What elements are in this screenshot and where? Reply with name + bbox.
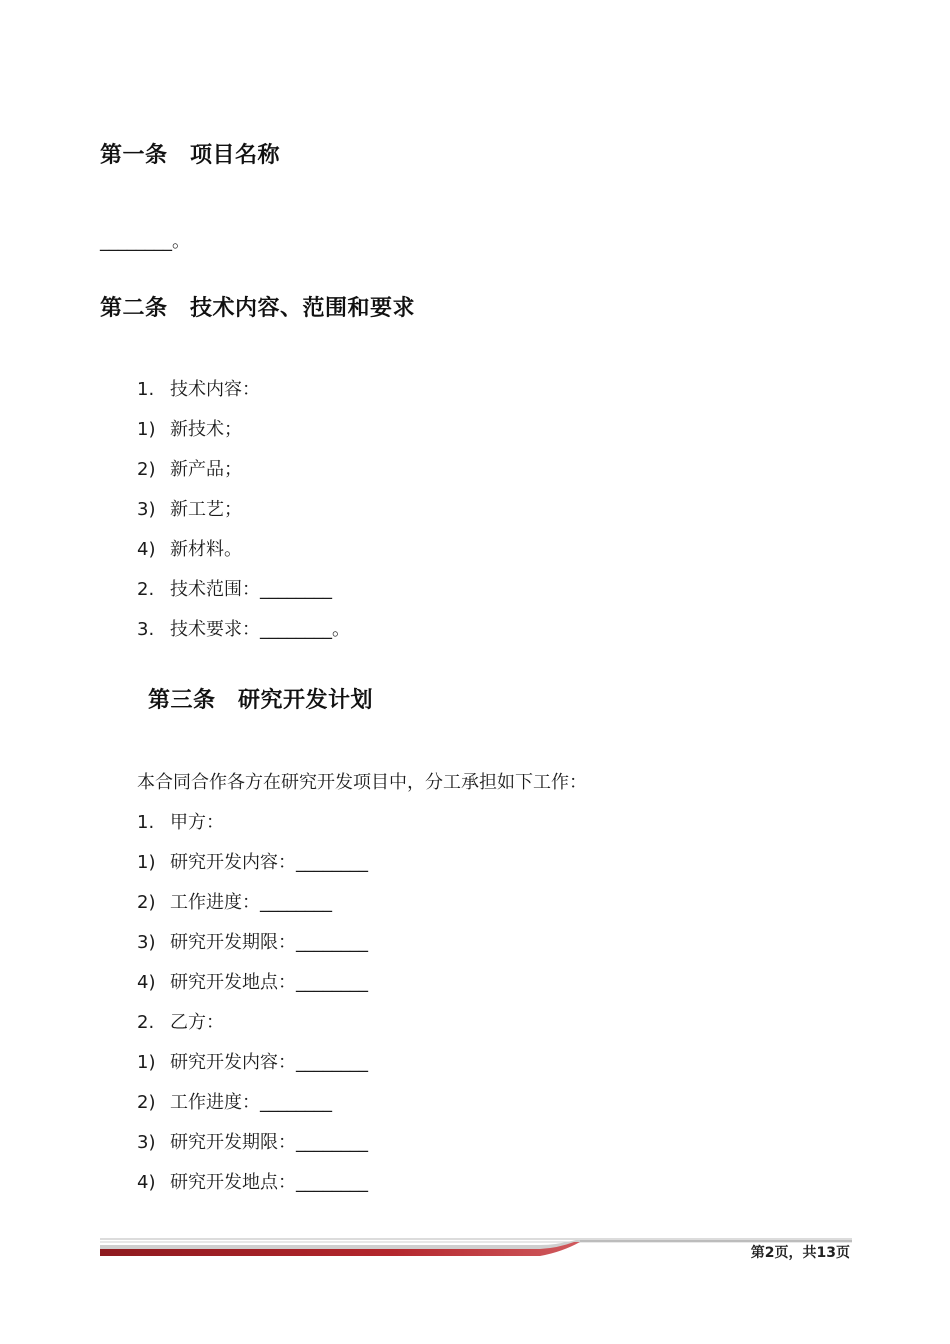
list-item-number: 1) <box>137 1052 156 1073</box>
list-item-text: 技术内容： <box>170 379 260 400</box>
list-item-text: 技术范围：________ <box>170 579 332 600</box>
list-item-number: 3) <box>137 932 156 953</box>
list-item-text: 新工艺； <box>170 499 242 520</box>
list-item-text: 研究开发地点：________ <box>170 1172 368 1193</box>
list-item-text: 甲方： <box>170 812 224 833</box>
list-item-text: 工作进度：________ <box>170 1092 332 1113</box>
list-item-number: 1. <box>137 812 155 833</box>
article1-body: ________。 <box>100 231 190 252</box>
list-item-text: 技术要求：________。 <box>170 619 350 640</box>
list-item-text: 乙方： <box>170 1012 224 1033</box>
list-item-text: 研究开发期限：________ <box>170 1132 368 1153</box>
list-item-text: 研究开发期限：________ <box>170 932 368 953</box>
list-item-number: 2) <box>137 892 156 913</box>
page-number: 第2页，共13页 <box>750 1245 850 1261</box>
list-item-text: 工作进度：________ <box>170 892 332 913</box>
article3-title: 第三条 研究开发计划 <box>148 688 374 713</box>
list-item-number: 2. <box>137 579 155 600</box>
list-item-text: 研究开发地点：________ <box>170 972 368 993</box>
list-item-number: 3) <box>137 1132 156 1153</box>
list-item-number: 2) <box>137 459 156 480</box>
article1-title: 第一条 项目名称 <box>100 143 281 168</box>
list-item-number: 1) <box>137 419 156 440</box>
list-item-text: 新技术； <box>170 419 242 440</box>
list-item-number: 3) <box>137 499 156 520</box>
list-item-number: 1) <box>137 852 156 873</box>
list-item-text: 研究开发内容：________ <box>170 1052 368 1073</box>
list-item-number: 4) <box>137 539 156 560</box>
article2-title: 第二条 技术内容、范围和要求 <box>100 296 416 321</box>
list-item-number: 4) <box>137 972 156 993</box>
list-item-number: 2) <box>137 1092 156 1113</box>
list-item-text: 研究开发内容：________ <box>170 852 368 873</box>
list-item-text: 新产品； <box>170 459 242 480</box>
list-item-number: 3. <box>137 619 155 640</box>
article3-intro: 本合同合作各方在研究开发项目中，分工承担如下工作： <box>137 772 587 793</box>
list-item-number: 4) <box>137 1172 156 1193</box>
list-item-number: 1. <box>137 379 155 400</box>
list-item-number: 2. <box>137 1012 155 1033</box>
list-item-text: 新材料。 <box>170 539 242 560</box>
